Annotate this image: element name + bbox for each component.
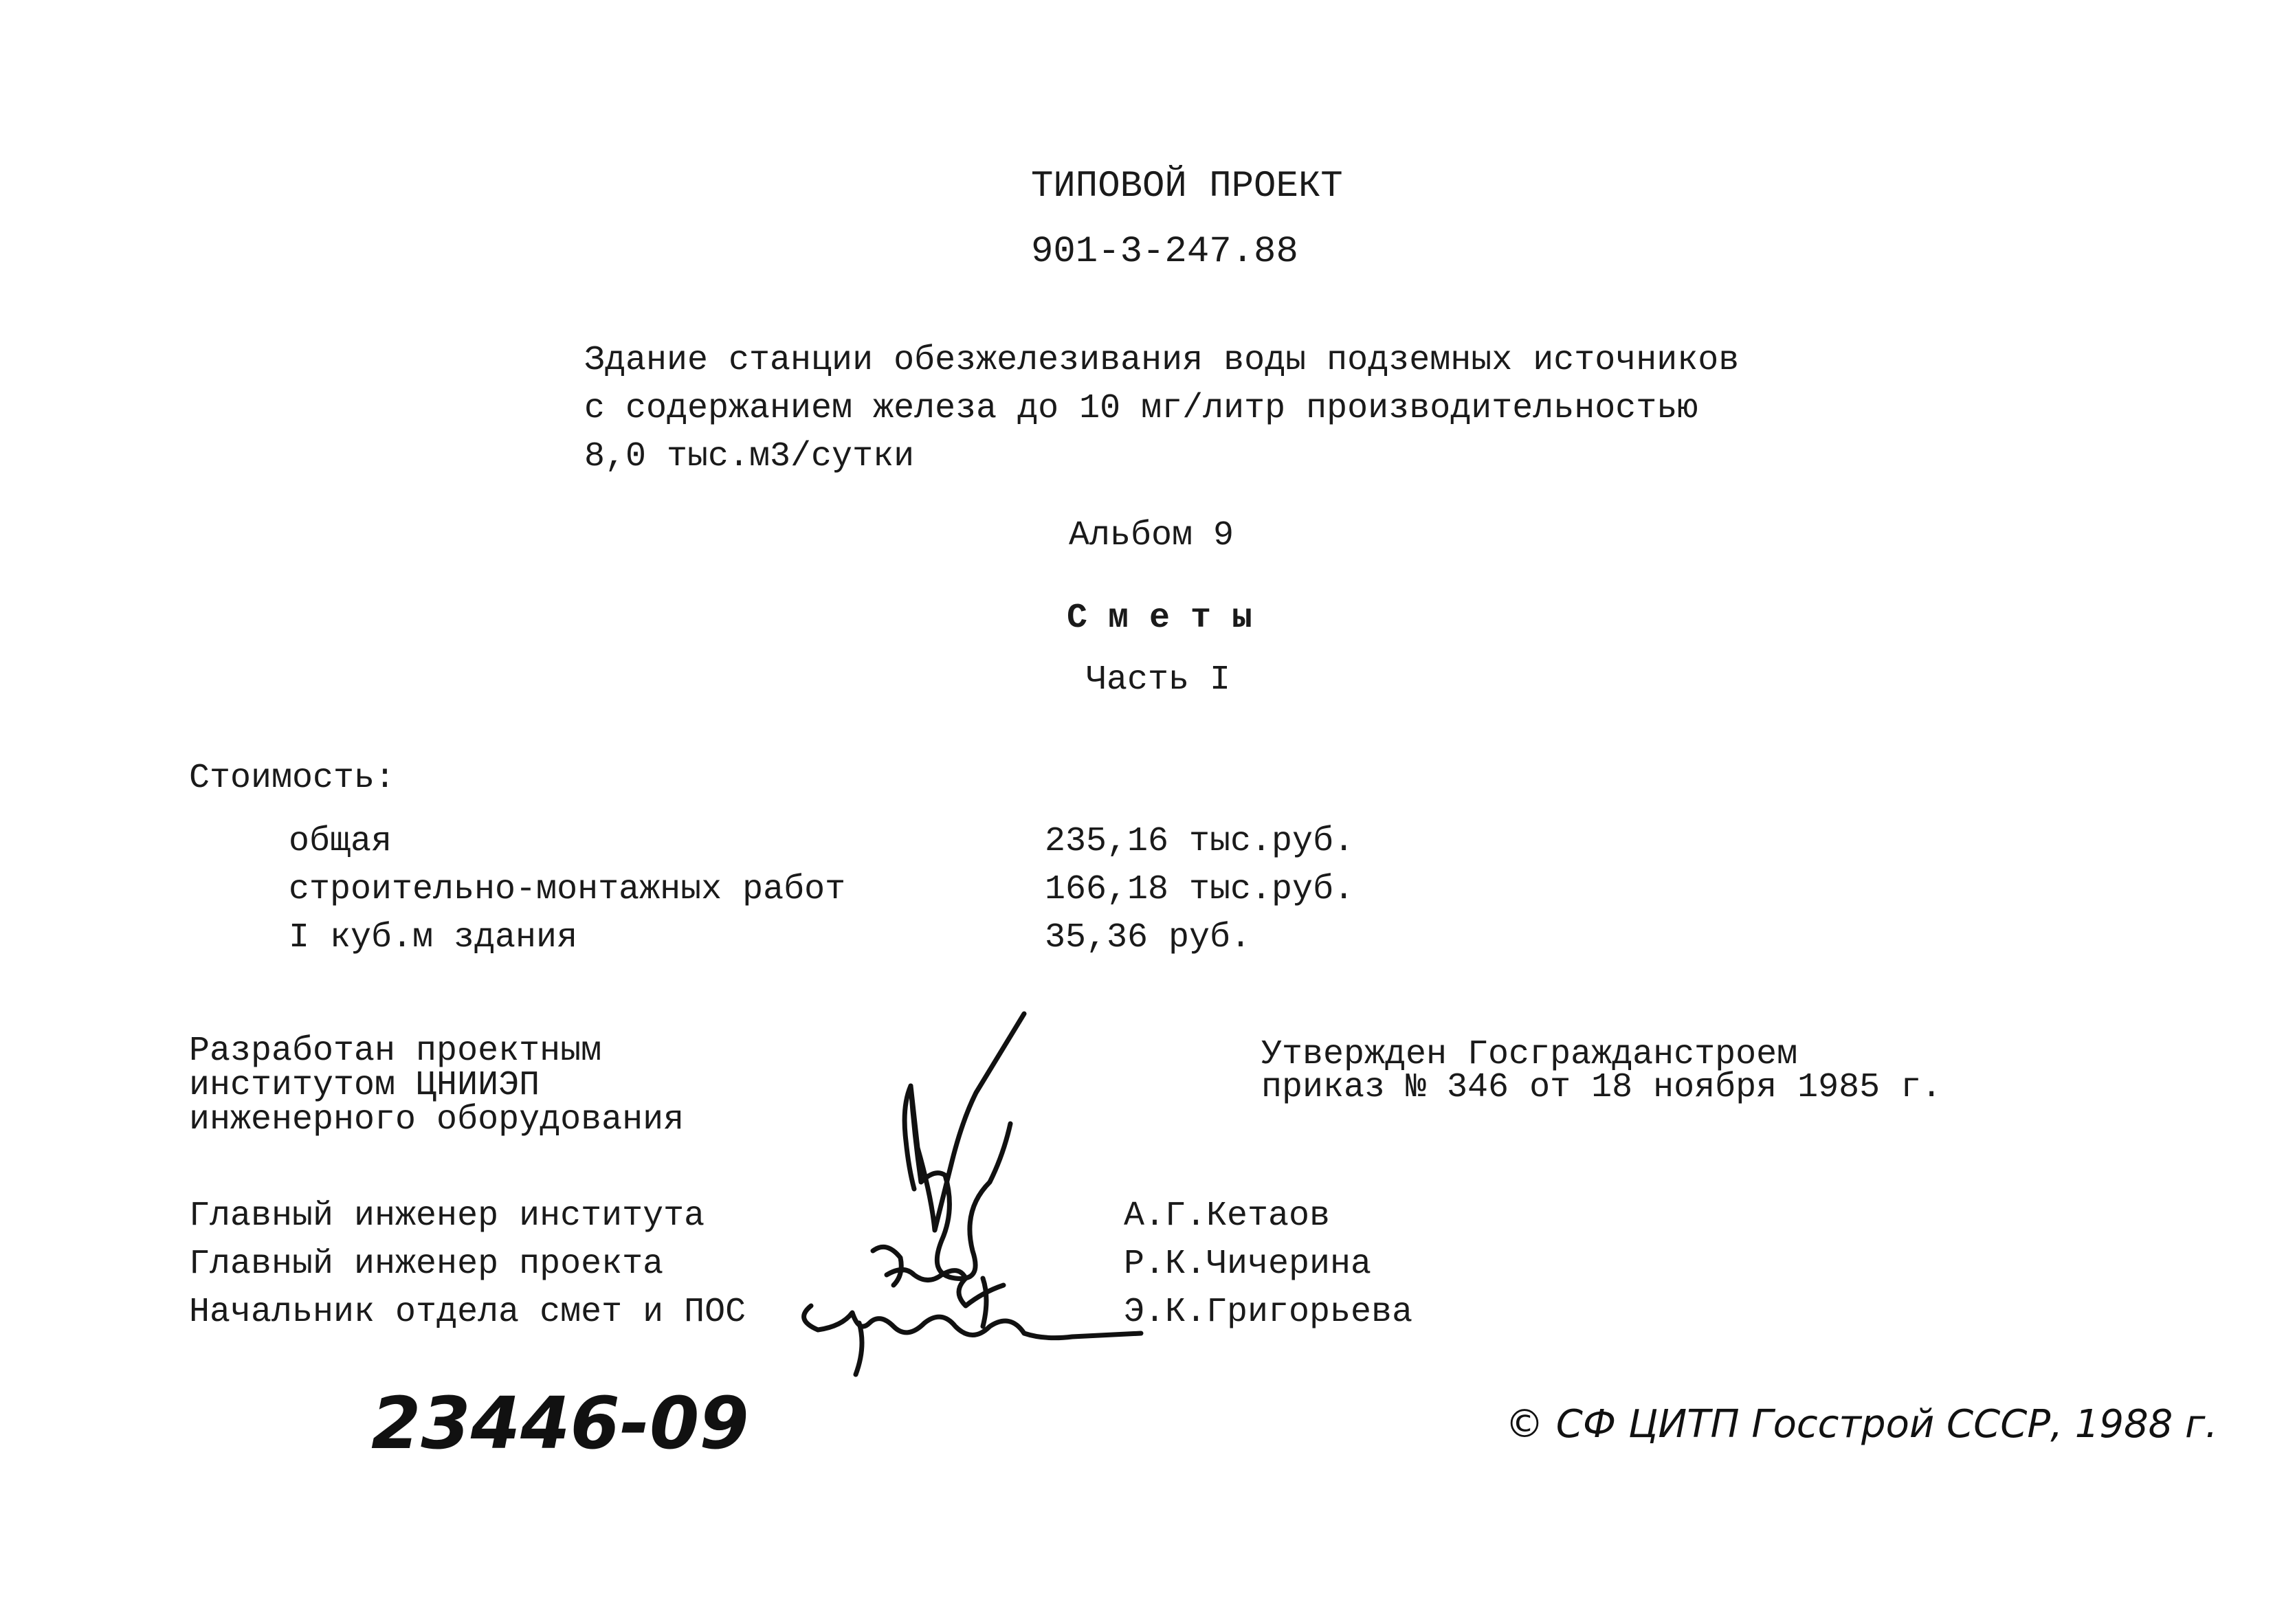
developer-line-3: инженерного оборудования [189,1100,685,1139]
signature-grigoryeva [804,1306,1141,1375]
approval-line-2: приказ № 346 от 18 ноября 1985 г. [1261,1068,1942,1107]
cost-row-value: 235,16 тыс.руб. [1045,822,1355,861]
cost-row-label: общая [289,822,392,861]
cost-row-label: I куб.м здания [289,918,578,957]
staff-name: Р.К.Чичерина [1124,1245,1372,1284]
staff-role: Главный инженер проекта [189,1245,664,1284]
part-label: Часть I [1086,660,1231,700]
cost-row-value: 35,36 руб. [1045,918,1252,957]
developer-line-2: институтом ЦНИИЭП [189,1066,540,1105]
signatures [756,1003,1155,1388]
section-title: С м е т ы [1067,599,1253,638]
approval-line-1: Утвержден Госгражданстроем [1261,1035,1798,1074]
staff-role: Главный инженер института [189,1197,705,1236]
description-line-2: с содержанием железа до 10 мг/литр производительностью [584,389,1698,428]
developer-line-1: Разработан проектным [189,1032,602,1071]
cost-heading: Стоимость: [189,759,396,798]
description-line-3: 8,0 тыс.м3/сутки [584,437,915,476]
album-label: Альбом 9 [1069,516,1234,555]
cost-row-label: строительно-монтажных работ [289,870,846,909]
cost-row-value: 166,18 тыс.руб. [1045,870,1355,909]
staff-name: Э.К.Григорьева [1124,1293,1413,1332]
doc-type: ТИПОВОЙ ПРОЕКТ [1031,166,1343,208]
signature-ketaov [911,1014,1024,1279]
staff-role: Начальник отдела смет и ПОС [189,1293,746,1332]
staff-name: А.Г.Кетаов [1124,1197,1331,1236]
doc-number: 901-3-247.88 [1031,231,1298,273]
description-line-1: Здание станции обезжелезивания воды подземных источников [584,341,1740,380]
copyright-stamp: © СФ ЦИТП Госстрой СССР, 1988 г. [1505,1402,2218,1447]
inventory-number-stamp: 23446-09 [371,1381,749,1465]
